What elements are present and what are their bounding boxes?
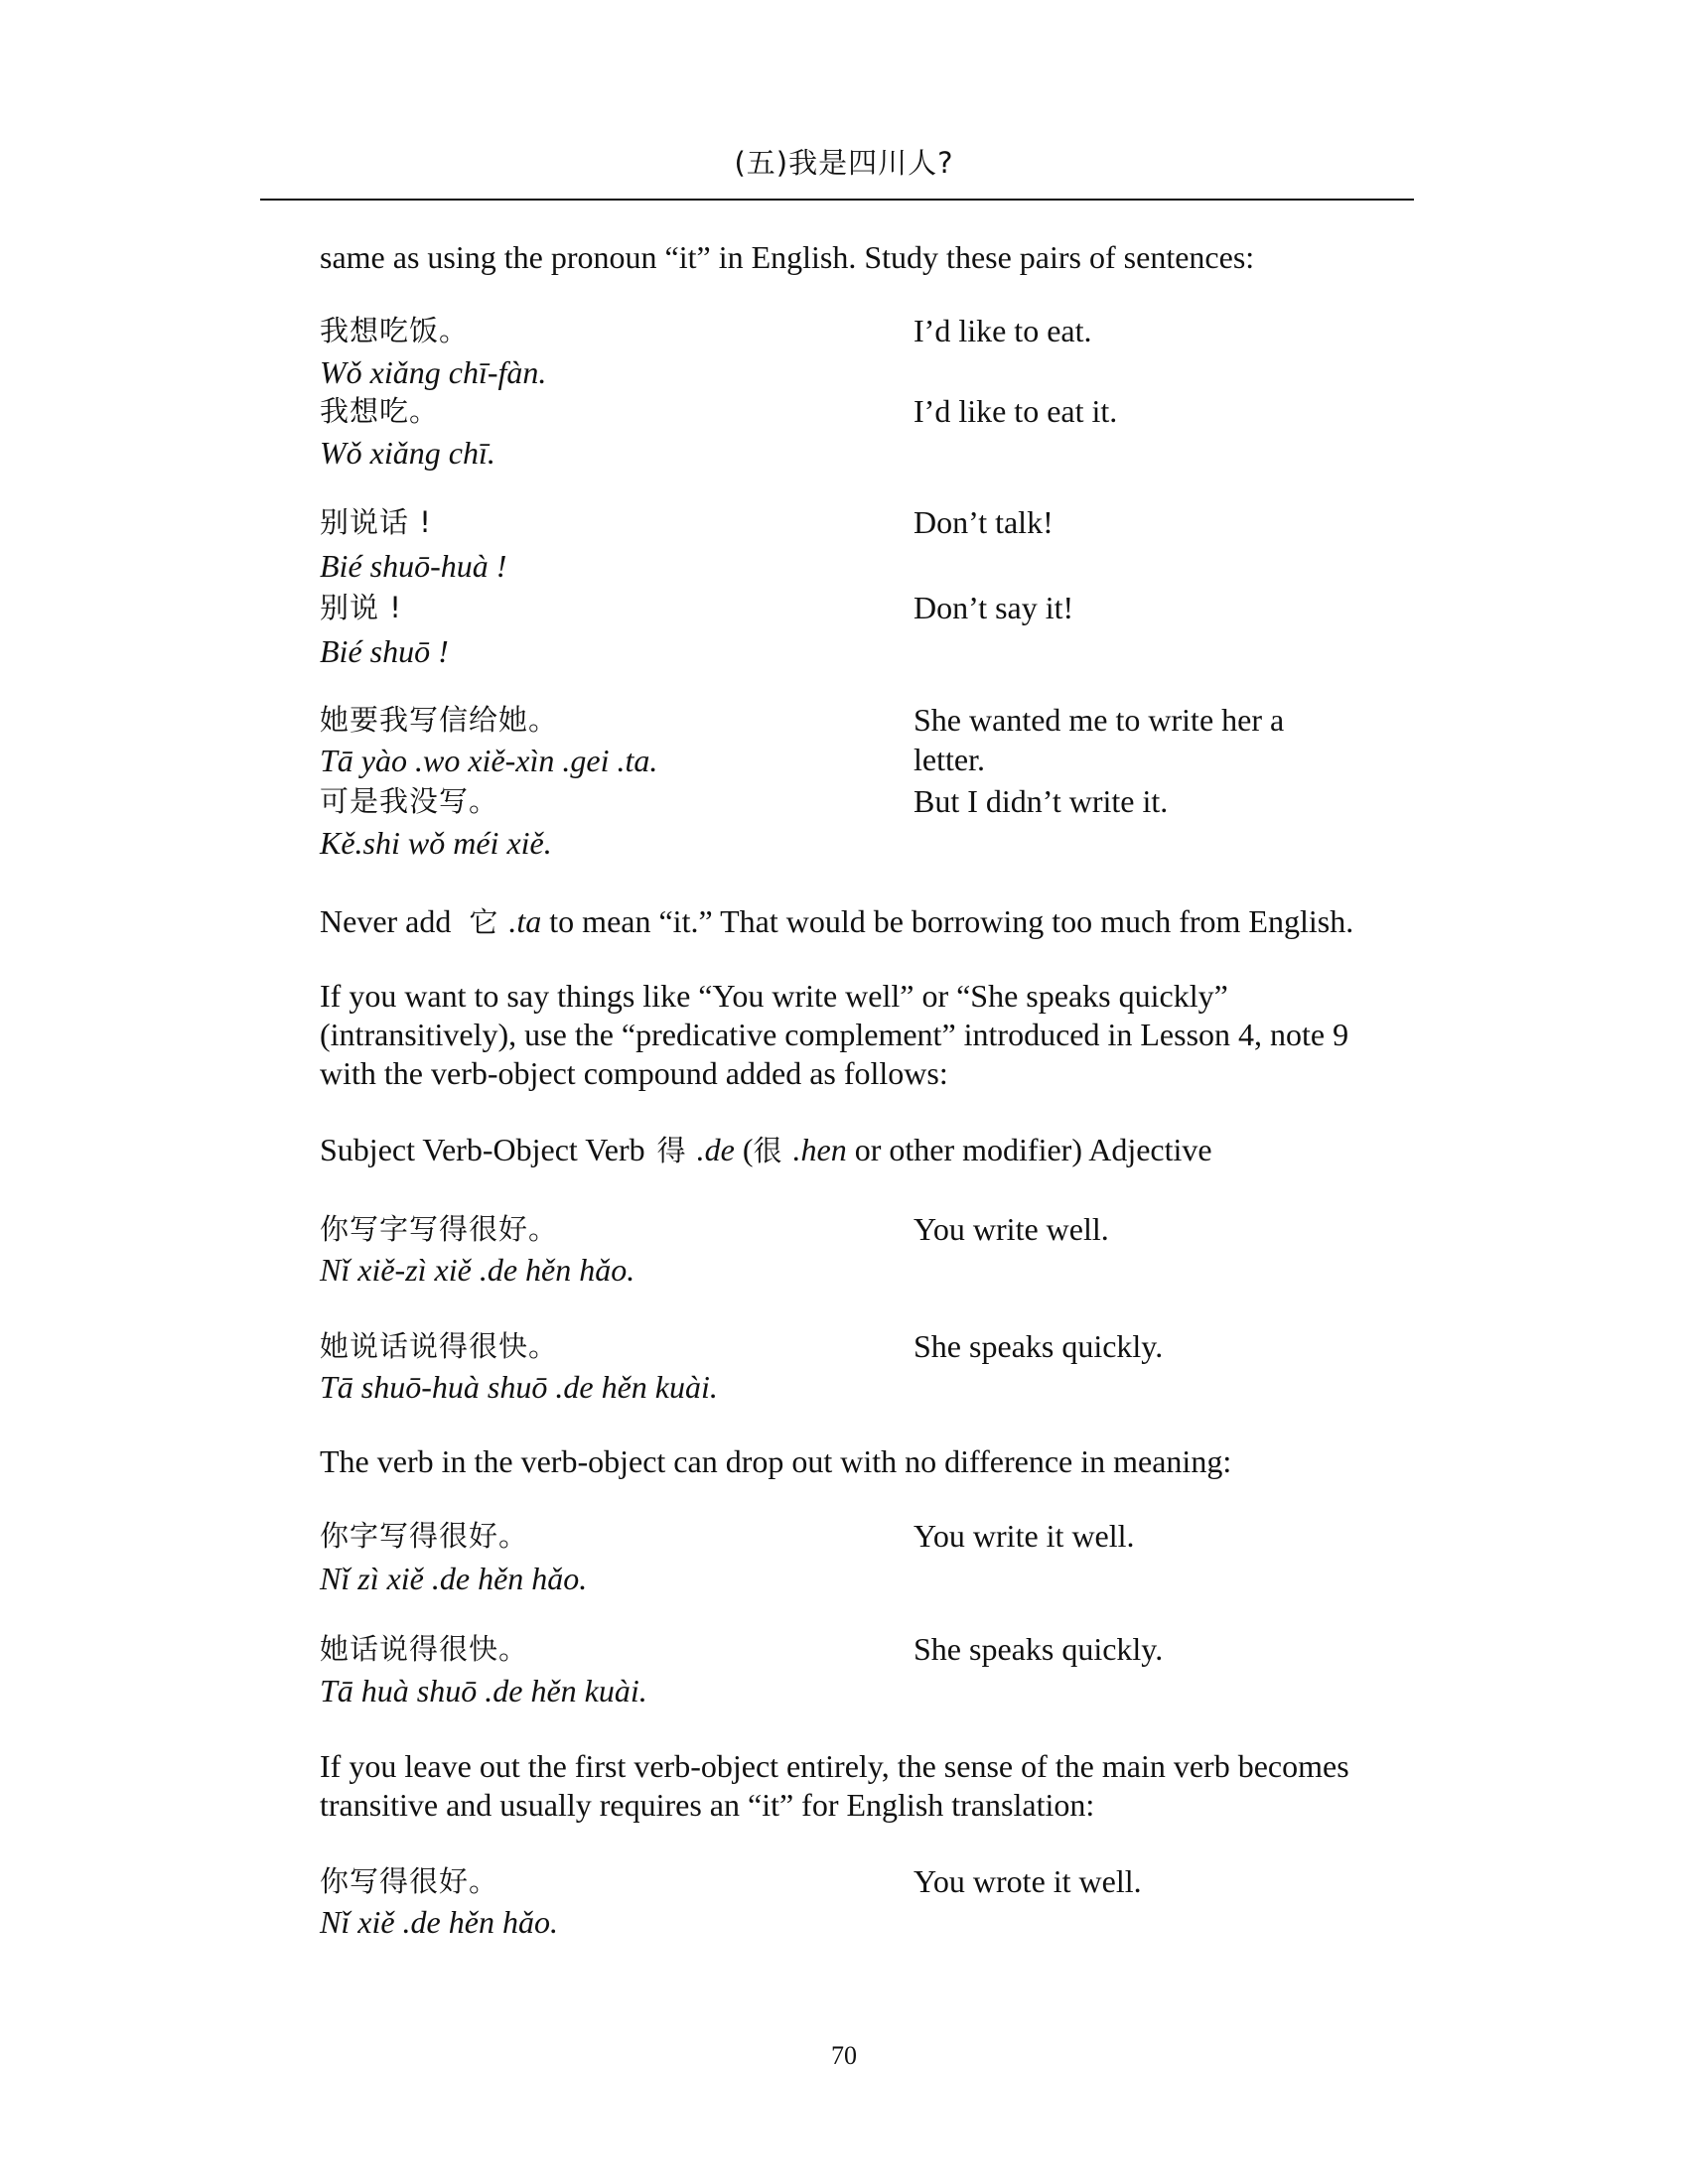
example-pinyin: Tā shuō-huà shuō .de hěn kuài.	[320, 1369, 718, 1405]
paragraph-line: (intransitively), use the “predicative complement” introduced in Lesson 4, note 9	[320, 1017, 1349, 1052]
paragraph-line: transitive and usually requires an “it” for English translation:	[320, 1787, 1095, 1823]
example-hanzi: 我想吃。	[320, 394, 440, 428]
example-pinyin: Bié shuō !	[320, 633, 449, 669]
example-hanzi: 你写字写得很好。	[320, 1212, 559, 1246]
example-hanzi: 别说 !	[320, 591, 402, 624]
running-header: (五)我是四川人?	[734, 146, 954, 180]
header-rule	[260, 199, 1414, 201]
example-hanzi: 她话说得很快。	[320, 1632, 529, 1666]
example-pinyin: Bié shuō-huà !	[320, 548, 507, 584]
paragraph-line: with the verb-object compound added as follows:	[320, 1055, 948, 1091]
example-pinyin: Wǒ xiǎng chī.	[320, 435, 495, 471]
example-hanzi: 你字写得很好。	[320, 1519, 529, 1553]
formula-pinyin: .de	[696, 1132, 735, 1167]
example-hanzi: 她要我写信给她。	[320, 703, 559, 737]
formula-text: or other modifier) Adjective	[846, 1132, 1212, 1167]
formula-hanzi: 得	[656, 1134, 687, 1167]
note-hanzi: 它	[469, 905, 499, 939]
note-text: Never add	[320, 903, 460, 939]
example-pinyin: Tā yào .wo xiě-xìn .gei .ta.	[320, 743, 658, 778]
paragraph-line: If you want to say things like “You write well” or “She speaks quickly”	[320, 978, 1228, 1014]
example-hanzi: 别说话 !	[320, 505, 432, 539]
formula-text: (	[734, 1132, 754, 1167]
example-pinyin: Nǐ xiě .de hěn hǎo.	[320, 1904, 558, 1940]
example-english: Don’t say it!	[914, 590, 1074, 625]
example-pinyin: Nǐ zì xiě .de hěn hǎo.	[320, 1561, 588, 1596]
paragraph-line: If you leave out the first verb-object entirely, the sense of the main verb becomes	[320, 1748, 1349, 1784]
example-english: She wanted me to write her a	[914, 702, 1285, 738]
example-english: She speaks quickly.	[914, 1631, 1164, 1667]
example-english: You write well.	[914, 1211, 1109, 1247]
page-number: 70	[831, 2041, 857, 2070]
example-english: But I didn’t write it.	[914, 783, 1169, 819]
example-pinyin: Nǐ xiě-zì xiě .de hěn hǎo.	[320, 1252, 635, 1288]
example-pinyin: Kě.shi wǒ méi xiě.	[320, 825, 552, 861]
example-english: You write it well.	[914, 1518, 1135, 1554]
example-hanzi: 她说话说得很快。	[320, 1329, 559, 1363]
example-english: I’d like to eat.	[914, 313, 1092, 348]
paragraph-line: The verb in the verb-object can drop out with no difference in meaning:	[320, 1443, 1232, 1479]
example-pinyin: Wǒ xiǎng chī-fàn.	[320, 354, 547, 390]
formula-pinyin: .hen	[792, 1132, 847, 1167]
example-english: letter.	[914, 742, 985, 777]
example-english: She speaks quickly.	[914, 1328, 1164, 1364]
formula-text: Subject Verb-Object Verb	[320, 1132, 653, 1167]
example-pinyin: Tā huà shuō .de hěn kuài.	[320, 1673, 647, 1708]
example-english: I’d like to eat it.	[914, 393, 1118, 429]
note-never-add	[320, 900, 1353, 943]
example-hanzi: 可是我没写。	[320, 784, 499, 818]
example-hanzi: 你写得很好。	[320, 1864, 499, 1898]
note-text: to mean “it.” That would be borrowing too much from English.	[541, 903, 1354, 939]
example-english: Don’t talk!	[914, 504, 1054, 540]
example-english: You wrote it well.	[914, 1863, 1142, 1899]
note-pinyin: .ta	[508, 903, 542, 939]
example-hanzi: 我想吃饭。	[320, 314, 470, 347]
formula-hanzi: 很	[753, 1134, 783, 1167]
grammar-formula	[320, 1129, 1212, 1171]
intro-paragraph: same as using the pronoun “it” in English. Study these pairs of sentences:	[320, 239, 1255, 275]
